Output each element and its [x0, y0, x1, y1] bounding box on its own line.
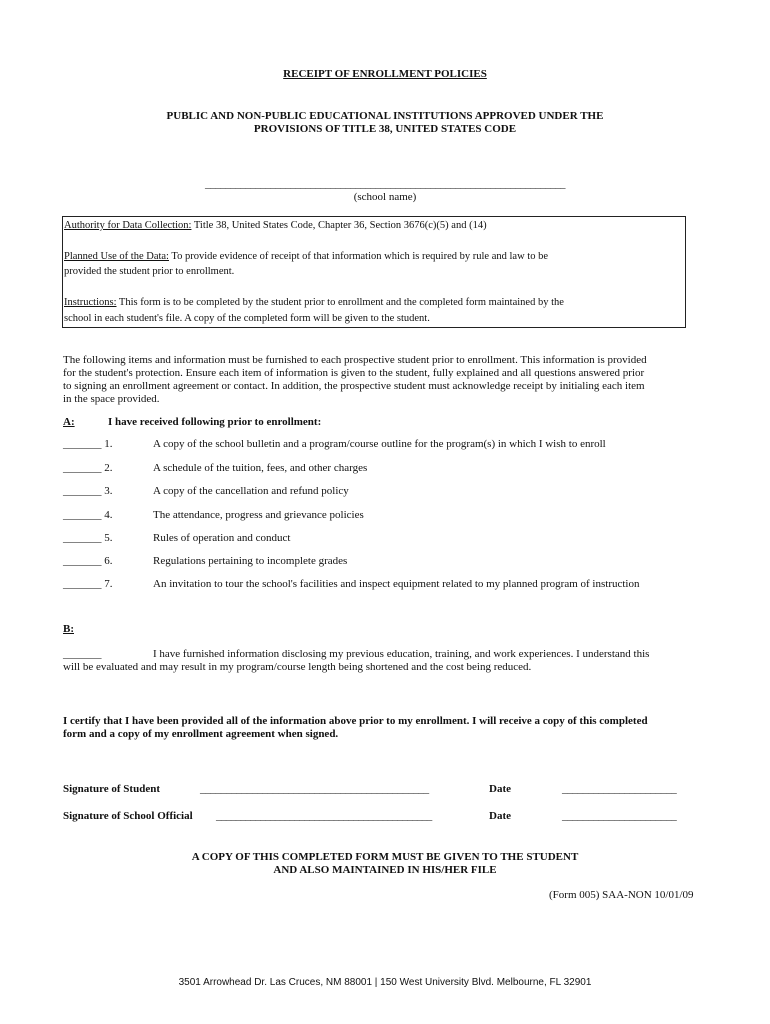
planned-use-line-1	[64, 250, 548, 264]
school-name-field[interactable]: ________________________________________________________________________	[205, 178, 565, 190]
form-title: RECEIPT OF ENROLLMENT POLICIES	[283, 68, 487, 80]
instructions-text-2: school in each student's file. A copy of the completed form will be given to the student.	[64, 313, 430, 324]
checklist-item	[63, 485, 349, 497]
section-b-text-1: I have furnished information disclosing my previous education, training, and work experiences. I understand this	[153, 648, 650, 660]
form-number: (Form 005) SAA-NON 10/01/09	[549, 889, 694, 901]
section-a-label: A:	[63, 416, 75, 428]
authority-text: Title 38, United States Code, Chapter 36, Section 3676(c)(5) and (14)	[191, 220, 487, 231]
initial-blank-5[interactable]: _______ 5.	[63, 532, 113, 544]
student-signature-label: Signature of Student	[63, 783, 160, 795]
official-date-field[interactable]: ______________________	[562, 810, 677, 822]
initial-blank-3[interactable]: _______ 3.	[63, 485, 113, 497]
item-text-1: A copy of the school bulletin and a program/course outline for the program(s) in which I wish to enroll	[153, 438, 606, 450]
school-name-caption: (school name)	[353, 191, 417, 203]
planned-use-label: Planned Use of the Data:	[64, 251, 169, 262]
intro-line-2: for the student's protection. Ensure each item of information is given to the student, fully explained and all questions answered prior	[63, 367, 645, 379]
intro-line-1: The following items and information must be furnished to each prospective student prior to enrollment. This information is provided	[63, 354, 647, 366]
section-b-initial-blank[interactable]: _______	[63, 648, 102, 660]
instructions-text-1: This form is to be completed by the student prior to enrollment and the completed form maintained by the	[116, 297, 564, 308]
student-date-label: Date	[489, 783, 511, 795]
item-text-3: A copy of the cancellation and refund policy	[153, 485, 349, 497]
student-signature-field[interactable]: ____________________________________________	[200, 783, 429, 795]
section-b-text-2: will be evaluated and may result in my program/course length being shortened and the cost being reduced.	[63, 661, 532, 673]
initial-blank-1[interactable]: _______ 1.	[63, 438, 113, 450]
checklist-item	[63, 438, 606, 450]
student-date-field[interactable]: ______________________	[562, 783, 677, 795]
authority-label: Authority for Data Collection:	[64, 220, 192, 231]
section-b-label: B:	[63, 623, 74, 635]
notice-line-2: AND ALSO MAINTAINED IN HIS/HER FILE	[273, 864, 497, 876]
initial-blank-4[interactable]: _______ 4.	[63, 509, 113, 521]
planned-use-text-1: To provide evidence of receipt of that information which is required by rule and law to be	[168, 251, 548, 262]
checklist-item	[63, 532, 290, 544]
initial-blank-6[interactable]: _______ 6.	[63, 555, 113, 567]
item-text-4: The attendance, progress and grievance policies	[153, 509, 364, 521]
certification-line-1: I certify that I have been provided all of the information above prior to my enrollment. I will receive a copy of this completed	[63, 715, 648, 727]
item-text-7: An invitation to tour the school's facilities and inspect equipment related to my planned program of instruction	[153, 578, 640, 590]
intro-line-3: to signing an enrollment agreement or contact. In addition, the prospective student must acknowledge receipt by initialing each item	[63, 380, 645, 392]
checklist-item	[63, 555, 347, 567]
official-date-label: Date	[489, 810, 511, 822]
intro-line-4: in the space provided.	[63, 393, 160, 405]
subtitle-line-2: PROVISIONS OF TITLE 38, UNITED STATES CODE	[253, 123, 517, 135]
notice-line-1: A COPY OF THIS COMPLETED FORM MUST BE GIVEN TO THE STUDENT	[191, 851, 579, 863]
subtitle-line-1: PUBLIC AND NON-PUBLIC EDUCATIONAL INSTITUTIONS APPROVED UNDER THE	[166, 110, 604, 122]
official-signature-label: Signature of School Official	[63, 810, 193, 822]
item-text-5: Rules of operation and conduct	[153, 532, 291, 544]
checklist-item	[63, 578, 639, 590]
page-footer-address: 3501 Arrowhead Dr. Las Cruces, NM 88001 | 150 West University Blvd. Melbourne, FL 32901	[178, 977, 592, 988]
instructions-line-1	[64, 296, 564, 310]
official-signature-field[interactable]: ____________________________________________	[216, 810, 432, 822]
intro-paragraph	[63, 354, 713, 406]
item-text-6: Regulations pertaining to incomplete grades	[153, 555, 348, 567]
initial-blank-7[interactable]: _______ 7.	[63, 578, 113, 590]
instructions-label: Instructions:	[64, 297, 117, 308]
item-text-2: A schedule of the tuition, fees, and other charges	[153, 462, 368, 474]
planned-use-text-2: provided the student prior to enrollment.	[64, 266, 235, 277]
initial-blank-2[interactable]: _______ 2.	[63, 462, 113, 474]
authority-line	[64, 219, 487, 233]
checklist-item	[63, 509, 364, 521]
certification-line-2: form and a copy of my enrollment agreement when signed.	[63, 728, 339, 740]
section-a-heading: I have received following prior to enrollment:	[108, 416, 322, 428]
checklist-item	[63, 462, 367, 474]
